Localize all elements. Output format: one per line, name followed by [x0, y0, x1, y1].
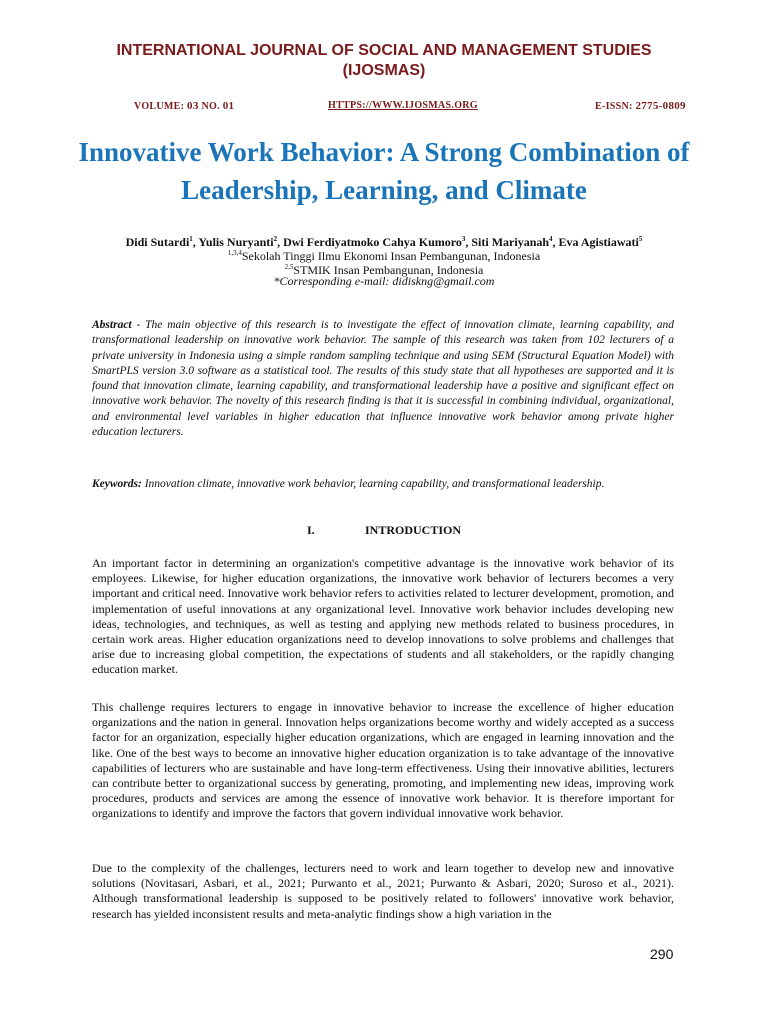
volume-value: 03 — [187, 100, 199, 112]
affiliation-1-text: Sekolah Tinggi Ilmu Ekonomi Insan Pembangunan, Indonesia — [241, 249, 541, 263]
author-list: Didi Sutardi$^1$, Yulis Nuryanti$^2$, Dwi Ferdiyatmoko Cahya Kumoro$^3$, Siti Mariyanah$^4$, Eva Agistiawati$^5$ — [125, 235, 643, 249]
affiliation-1-marker: 1,3,4 — [227, 249, 242, 257]
keywords — [92, 477, 692, 492]
volume-label: VOLUME: — [134, 101, 185, 112]
corresponding-email: *Corresponding e-mail: didiskng@gmail.com — [273, 274, 495, 288]
section-number: I. — [306, 523, 315, 537]
author: Yulis Nuryanti$^2$ — [198, 235, 278, 249]
affiliation-2-marker: 2,5 — [284, 263, 294, 271]
body-paragraph-2: This challenge requires lecturers to engage in innovative behavior to increase the excellence of higher education organizations and the nation in general. Innovation helps organizations become worthy and widely accepted as a success factor for an organization, especially higher education organizations, which are engaged in learning innovation and the like. One of the best ways to become an innovative higher education organization is to take advantage of the innovative capabilities of lecturers who are sustainable and have long-term effectiveness. Using their innovative abilities, lecturers can contribute better to organizational success by generating, promoting, and implementing new ideas, improving work procedures, products and services are among the essence of innovative work behavior. It is therefore important for organizations to identify and improve the factors that govern individual innovative work behavior. — [92, 700, 674, 821]
journal-title-line1: INTERNATIONAL JOURNAL OF SOCIAL AND MANAGEMENT STUDIES — [116, 42, 652, 59]
section-heading-introduction — [0, 523, 768, 538]
journal-title — [0, 41, 768, 81]
eissn-label: E-ISSN: — [595, 101, 633, 112]
eissn-value: 2775-0809 — [635, 100, 686, 112]
keywords-label: Keywords: — [92, 478, 142, 490]
eissn-info — [595, 100, 686, 112]
author: Eva Agistiawati$^5$ — [558, 235, 643, 249]
page-number: 290 — [650, 946, 674, 962]
journal-title-line2: (IJOSMAS) — [342, 62, 426, 79]
body-paragraph-1: An important factor in determining an organization's competitive advantage is the innovative work behavior of its employees. Likewise, for higher education organizations, the innovative work behavior of lecturers becomes a very important and critical need. Innovative work behavior refers to activities related to lecturer development, promotion, and implementation of useful innovations at any organizational level. Innovative work behavior includes developing new ideas, technologies, and techniques, as well as testing and applying new methods related to business procedures, in certain work areas. Higher education organizations need to develop innovations to solve problems and challenges that arise due to increasing global competition, the expectations of students and all stakeholders, or the rapidly changing education market. — [92, 556, 674, 677]
section-title: INTRODUCTION — [364, 523, 461, 537]
abstract-text: - The main objective of this research is to investigate the effect of innovation climate, learning capability, and transformational leadership on innovative work behavior. The sample of this research was taken from 102 lecturers of a private university in Indonesia using a simple random sampling technique and using SEM (Structural Equation Model) with SmartPLS version 3.0 software as a statistical tool. The results of this study state that all hypotheses are supported and it is found that innovation climate, learning capability, and transformational leadership have a positive and significant effect on innovative work behavior. The novelty of this research finding is that it is successful in combining individual, organizational, and environmental level variables in higher education that influence innovative work behavior among private higher education lecturers. — [92, 319, 674, 439]
keywords-text: Innovation climate, innovative work behavior, learning capability, and transformational leadership. — [141, 478, 605, 490]
volume-info — [134, 100, 234, 112]
number-label: NO. — [201, 101, 220, 112]
body-paragraph-3: Due to the complexity of the challenges, lecturers need to work and learn together to develop new and innovative solutions (Novitasari, Asbari, et al., 2021; Purwanto et al., 2021; Purwanto & Asbari, 2020; Suroso et al., 2021). Although transformational leadership is supposed to be positively related to followers' innovative work behavior, research has yielded inconsistent results and meta-analytic findings show a high variation in the — [92, 861, 674, 921]
author: Dwi Ferdiyatmoko Cahya Kumoro$^3$ — [283, 235, 466, 249]
author: Siti Mariyanah$^4$ — [471, 235, 553, 249]
abstract — [92, 318, 674, 440]
author: Didi Sutardi$^1$ — [125, 235, 193, 249]
paper-title: Innovative Work Behavior: A Strong Combination of Leadership, Learning, and Climate — [78, 137, 690, 205]
number-value: 01 — [222, 100, 235, 112]
journal-website[interactable]: HTTPS://WWW.IJOSMAS.ORG — [328, 100, 478, 111]
journal-website-link[interactable] — [328, 100, 478, 111]
abstract-label: Abstract — [92, 319, 132, 331]
affiliation-2-text: STMIK Insan Pembangunan, Indonesia — [293, 263, 484, 277]
